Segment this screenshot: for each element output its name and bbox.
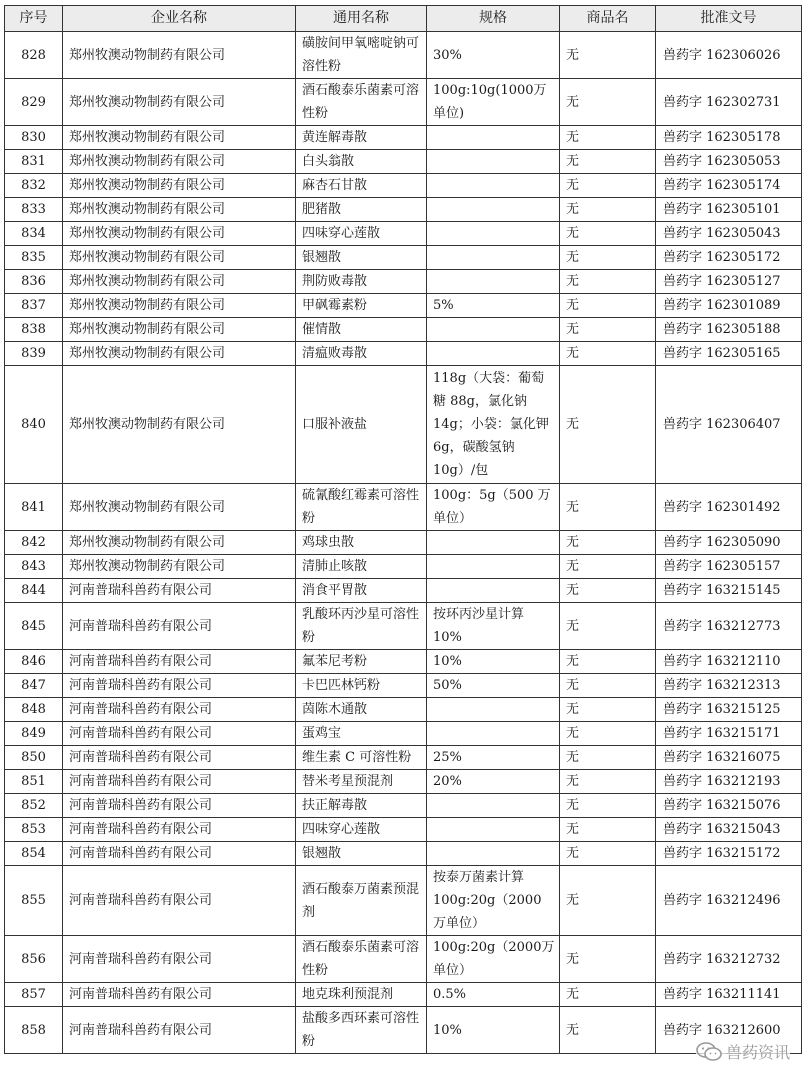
cell-seq: 855	[5, 866, 63, 936]
table-row	[5, 150, 802, 174]
cell-company: 河南普瑞科兽药有限公司	[63, 674, 296, 698]
cell-approval-number: 兽药字 163212193	[656, 770, 802, 794]
cell-generic-name: 银翘散	[296, 246, 427, 270]
cell-seq: 845	[5, 603, 63, 650]
header-company: 企业名称	[63, 6, 296, 32]
table-row	[5, 294, 802, 318]
cell-spec: 0.5%	[427, 983, 560, 1007]
cell-spec: 10%	[427, 1007, 560, 1054]
cell-spec: 10%	[427, 650, 560, 674]
cell-generic-name: 清肺止咳散	[296, 555, 427, 579]
cell-seq: 842	[5, 531, 63, 555]
cell-company: 郑州牧澳动物制药有限公司	[63, 555, 296, 579]
cell-brand-name: 无	[560, 366, 656, 484]
cell-company: 郑州牧澳动物制药有限公司	[63, 366, 296, 484]
cell-brand-name: 无	[560, 842, 656, 866]
cell-approval-number: 兽药字 162305178	[656, 126, 802, 150]
cell-brand-name: 无	[560, 32, 656, 79]
cell-approval-number: 兽药字 163216075	[656, 746, 802, 770]
cell-generic-name: 荆防败毒散	[296, 270, 427, 294]
cell-generic-name: 扶正解毒散	[296, 794, 427, 818]
table-body	[5, 32, 802, 1054]
cell-generic-name: 茵陈木通散	[296, 698, 427, 722]
table-row	[5, 246, 802, 270]
cell-approval-number: 兽药字 162301492	[656, 484, 802, 531]
cell-generic-name: 清瘟败毒散	[296, 342, 427, 366]
cell-generic-name: 地克珠利预混剂	[296, 983, 427, 1007]
cell-company: 河南普瑞科兽药有限公司	[63, 794, 296, 818]
cell-seq: 858	[5, 1007, 63, 1054]
cell-generic-name: 消食平胃散	[296, 579, 427, 603]
cell-seq: 847	[5, 674, 63, 698]
cell-approval-number: 兽药字 163212313	[656, 674, 802, 698]
cell-brand-name: 无	[560, 246, 656, 270]
table-row	[5, 126, 802, 150]
cell-approval-number: 兽药字 163215076	[656, 794, 802, 818]
cell-generic-name: 酒石酸泰乐菌素可溶性粉	[296, 79, 427, 126]
cell-generic-name: 四味穿心莲散	[296, 222, 427, 246]
table-row	[5, 32, 802, 79]
cell-seq: 831	[5, 150, 63, 174]
cell-seq: 828	[5, 32, 63, 79]
cell-company: 河南普瑞科兽药有限公司	[63, 722, 296, 746]
cell-brand-name: 无	[560, 650, 656, 674]
cell-spec	[427, 246, 560, 270]
table-row	[5, 198, 802, 222]
table-row	[5, 270, 802, 294]
cell-company: 河南普瑞科兽药有限公司	[63, 746, 296, 770]
cell-generic-name: 硫氰酸红霉素可溶性粉	[296, 484, 427, 531]
table-row	[5, 342, 802, 366]
cell-approval-number: 兽药字 162306407	[656, 366, 802, 484]
cell-company: 郑州牧澳动物制药有限公司	[63, 32, 296, 79]
cell-brand-name: 无	[560, 270, 656, 294]
cell-approval-number: 兽药字 162306026	[656, 32, 802, 79]
table-row	[5, 722, 802, 746]
cell-approval-number: 兽药字 163212496	[656, 866, 802, 936]
cell-company: 郑州牧澳动物制药有限公司	[63, 318, 296, 342]
cell-spec: 25%	[427, 746, 560, 770]
cell-seq: 836	[5, 270, 63, 294]
cell-company: 郑州牧澳动物制药有限公司	[63, 531, 296, 555]
cell-brand-name: 无	[560, 722, 656, 746]
table-row	[5, 746, 802, 770]
cell-generic-name: 催情散	[296, 318, 427, 342]
cell-generic-name: 磺胺间甲氧嘧啶钠可溶性粉	[296, 32, 427, 79]
cell-seq: 848	[5, 698, 63, 722]
cell-approval-number: 兽药字 162305172	[656, 246, 802, 270]
cell-seq: 841	[5, 484, 63, 531]
cell-approval-number: 兽药字 162305165	[656, 342, 802, 366]
cell-seq: 829	[5, 79, 63, 126]
cell-spec	[427, 126, 560, 150]
cell-seq: 838	[5, 318, 63, 342]
table-row	[5, 842, 802, 866]
cell-generic-name: 氟苯尼考粉	[296, 650, 427, 674]
cell-spec	[427, 555, 560, 579]
wechat-icon	[696, 1042, 722, 1062]
cell-brand-name: 无	[560, 936, 656, 983]
cell-approval-number: 兽药字 163212110	[656, 650, 802, 674]
cell-company: 郑州牧澳动物制药有限公司	[63, 270, 296, 294]
cell-company: 河南普瑞科兽药有限公司	[63, 1007, 296, 1054]
cell-generic-name: 卡巴匹林钙粉	[296, 674, 427, 698]
cell-approval-number: 兽药字 163211141	[656, 983, 802, 1007]
cell-approval-number: 兽药字 163215171	[656, 722, 802, 746]
watermark-text: 兽药资讯	[725, 1043, 790, 1062]
cell-spec	[427, 174, 560, 198]
cell-brand-name: 无	[560, 484, 656, 531]
cell-spec	[427, 698, 560, 722]
cell-spec: 50%	[427, 674, 560, 698]
cell-generic-name: 四味穿心莲散	[296, 818, 427, 842]
cell-spec	[427, 818, 560, 842]
cell-approval-number: 兽药字 163215172	[656, 842, 802, 866]
cell-company: 郑州牧澳动物制药有限公司	[63, 342, 296, 366]
cell-brand-name: 无	[560, 79, 656, 126]
cell-spec: 100g：5g（500 万单位）	[427, 484, 560, 531]
cell-approval-number: 兽药字 163212732	[656, 936, 802, 983]
cell-spec: 100g:20g（2000万单位）	[427, 936, 560, 983]
cell-generic-name: 白头翁散	[296, 150, 427, 174]
cell-seq: 850	[5, 746, 63, 770]
cell-spec: 30%	[427, 32, 560, 79]
cell-company: 河南普瑞科兽药有限公司	[63, 842, 296, 866]
cell-seq: 843	[5, 555, 63, 579]
cell-seq: 849	[5, 722, 63, 746]
cell-company: 河南普瑞科兽药有限公司	[63, 983, 296, 1007]
cell-brand-name: 无	[560, 555, 656, 579]
cell-brand-name: 无	[560, 818, 656, 842]
cell-approval-number: 兽药字 162305127	[656, 270, 802, 294]
cell-company: 河南普瑞科兽药有限公司	[63, 818, 296, 842]
cell-approval-number: 兽药字 163212600	[656, 1007, 802, 1054]
cell-seq: 851	[5, 770, 63, 794]
cell-generic-name: 鸡球虫散	[296, 531, 427, 555]
header-brand-name: 商品名	[560, 6, 656, 32]
cell-generic-name: 口服补液盐	[296, 366, 427, 484]
table-row	[5, 484, 802, 531]
cell-brand-name: 无	[560, 294, 656, 318]
cell-seq: 844	[5, 579, 63, 603]
cell-brand-name: 无	[560, 746, 656, 770]
cell-spec	[427, 222, 560, 246]
cell-brand-name: 无	[560, 531, 656, 555]
cell-company: 郑州牧澳动物制药有限公司	[63, 246, 296, 270]
cell-seq: 854	[5, 842, 63, 866]
cell-approval-number: 兽药字 162302731	[656, 79, 802, 126]
table-row	[5, 818, 802, 842]
cell-brand-name: 无	[560, 126, 656, 150]
cell-generic-name: 盐酸多西环素可溶性粉	[296, 1007, 427, 1054]
cell-approval-number: 兽药字 163215043	[656, 818, 802, 842]
cell-brand-name: 无	[560, 174, 656, 198]
cell-spec	[427, 531, 560, 555]
cell-brand-name: 无	[560, 698, 656, 722]
cell-seq: 833	[5, 198, 63, 222]
cell-seq: 830	[5, 126, 63, 150]
table-row	[5, 698, 802, 722]
cell-approval-number: 兽药字 162305053	[656, 150, 802, 174]
cell-approval-number: 兽药字 162305174	[656, 174, 802, 198]
watermark	[696, 1040, 790, 1063]
cell-generic-name: 银翘散	[296, 842, 427, 866]
cell-generic-name: 黄连解毒散	[296, 126, 427, 150]
cell-brand-name: 无	[560, 579, 656, 603]
cell-approval-number: 兽药字 162305157	[656, 555, 802, 579]
table-row	[5, 983, 802, 1007]
cell-spec: 100g:10g(1000万单位)	[427, 79, 560, 126]
cell-seq: 837	[5, 294, 63, 318]
header-row	[5, 6, 802, 32]
cell-brand-name: 无	[560, 150, 656, 174]
cell-company: 郑州牧澳动物制药有限公司	[63, 126, 296, 150]
cell-spec	[427, 579, 560, 603]
cell-spec	[427, 722, 560, 746]
cell-seq: 853	[5, 818, 63, 842]
cell-seq: 857	[5, 983, 63, 1007]
cell-company: 郑州牧澳动物制药有限公司	[63, 222, 296, 246]
cell-spec	[427, 342, 560, 366]
cell-company: 郑州牧澳动物制药有限公司	[63, 484, 296, 531]
table-row	[5, 1007, 802, 1054]
cell-seq: 846	[5, 650, 63, 674]
cell-seq: 852	[5, 794, 63, 818]
table-row	[5, 579, 802, 603]
cell-company: 郑州牧澳动物制药有限公司	[63, 198, 296, 222]
cell-company: 河南普瑞科兽药有限公司	[63, 603, 296, 650]
cell-brand-name: 无	[560, 866, 656, 936]
table-row	[5, 936, 802, 983]
table-row	[5, 674, 802, 698]
table-row	[5, 650, 802, 674]
cell-brand-name: 无	[560, 198, 656, 222]
cell-spec: 按环丙沙星计算 10%	[427, 603, 560, 650]
cell-generic-name: 酒石酸泰乐菌素可溶性粉	[296, 936, 427, 983]
cell-brand-name: 无	[560, 222, 656, 246]
table-row	[5, 366, 802, 484]
cell-seq: 835	[5, 246, 63, 270]
cell-brand-name: 无	[560, 318, 656, 342]
cell-generic-name: 甲砜霉素粉	[296, 294, 427, 318]
table-row	[5, 318, 802, 342]
table-row	[5, 555, 802, 579]
cell-brand-name: 无	[560, 770, 656, 794]
cell-company: 郑州牧澳动物制药有限公司	[63, 79, 296, 126]
cell-generic-name: 酒石酸泰万菌素预混剂	[296, 866, 427, 936]
cell-brand-name: 无	[560, 983, 656, 1007]
table-row	[5, 222, 802, 246]
cell-approval-number: 兽药字 162301089	[656, 294, 802, 318]
cell-seq: 834	[5, 222, 63, 246]
cell-spec	[427, 842, 560, 866]
cell-approval-number: 兽药字 162305101	[656, 198, 802, 222]
drug-approval-table	[4, 5, 802, 1054]
header-generic-name: 通用名称	[296, 6, 427, 32]
cell-generic-name: 麻杏石甘散	[296, 174, 427, 198]
cell-spec: 118g（大袋：葡萄糖 88g，氯化钠 14g；小袋：氯化钾 6g，碳酸氢钠 10g）/包	[427, 366, 560, 484]
cell-brand-name: 无	[560, 1007, 656, 1054]
header-seq: 序号	[5, 6, 63, 32]
cell-company: 河南普瑞科兽药有限公司	[63, 698, 296, 722]
cell-company: 河南普瑞科兽药有限公司	[63, 866, 296, 936]
cell-brand-name: 无	[560, 674, 656, 698]
cell-spec	[427, 270, 560, 294]
cell-approval-number: 兽药字 162305188	[656, 318, 802, 342]
cell-spec	[427, 198, 560, 222]
cell-company: 郑州牧澳动物制药有限公司	[63, 294, 296, 318]
cell-company: 河南普瑞科兽药有限公司	[63, 770, 296, 794]
table-row	[5, 770, 802, 794]
table-row	[5, 794, 802, 818]
cell-seq: 840	[5, 366, 63, 484]
table-row	[5, 79, 802, 126]
cell-seq: 856	[5, 936, 63, 983]
table-row	[5, 603, 802, 650]
cell-seq: 839	[5, 342, 63, 366]
cell-generic-name: 替米考星预混剂	[296, 770, 427, 794]
cell-generic-name: 维生素 C 可溶性粉	[296, 746, 427, 770]
cell-spec: 按泰万菌素计算 100g:20g（2000 万单位）	[427, 866, 560, 936]
header-approval-number: 批准文号	[656, 6, 802, 32]
cell-approval-number: 兽药字 162305043	[656, 222, 802, 246]
cell-spec	[427, 794, 560, 818]
table-row	[5, 174, 802, 198]
cell-brand-name: 无	[560, 603, 656, 650]
cell-company: 郑州牧澳动物制药有限公司	[63, 150, 296, 174]
cell-company: 河南普瑞科兽药有限公司	[63, 936, 296, 983]
cell-company: 河南普瑞科兽药有限公司	[63, 650, 296, 674]
header-spec: 规格	[427, 6, 560, 32]
cell-company: 郑州牧澳动物制药有限公司	[63, 174, 296, 198]
cell-spec	[427, 318, 560, 342]
cell-spec: 5%	[427, 294, 560, 318]
cell-approval-number: 兽药字 163212773	[656, 603, 802, 650]
cell-generic-name: 肥猪散	[296, 198, 427, 222]
cell-generic-name: 蛋鸡宝	[296, 722, 427, 746]
cell-brand-name: 无	[560, 342, 656, 366]
cell-approval-number: 兽药字 163215145	[656, 579, 802, 603]
cell-spec	[427, 150, 560, 174]
cell-brand-name: 无	[560, 794, 656, 818]
table-row	[5, 531, 802, 555]
table-row	[5, 866, 802, 936]
cell-spec: 20%	[427, 770, 560, 794]
cell-seq: 832	[5, 174, 63, 198]
cell-company: 河南普瑞科兽药有限公司	[63, 579, 296, 603]
cell-approval-number: 兽药字 163215125	[656, 698, 802, 722]
cell-approval-number: 兽药字 162305090	[656, 531, 802, 555]
cell-generic-name: 乳酸环丙沙星可溶性粉	[296, 603, 427, 650]
